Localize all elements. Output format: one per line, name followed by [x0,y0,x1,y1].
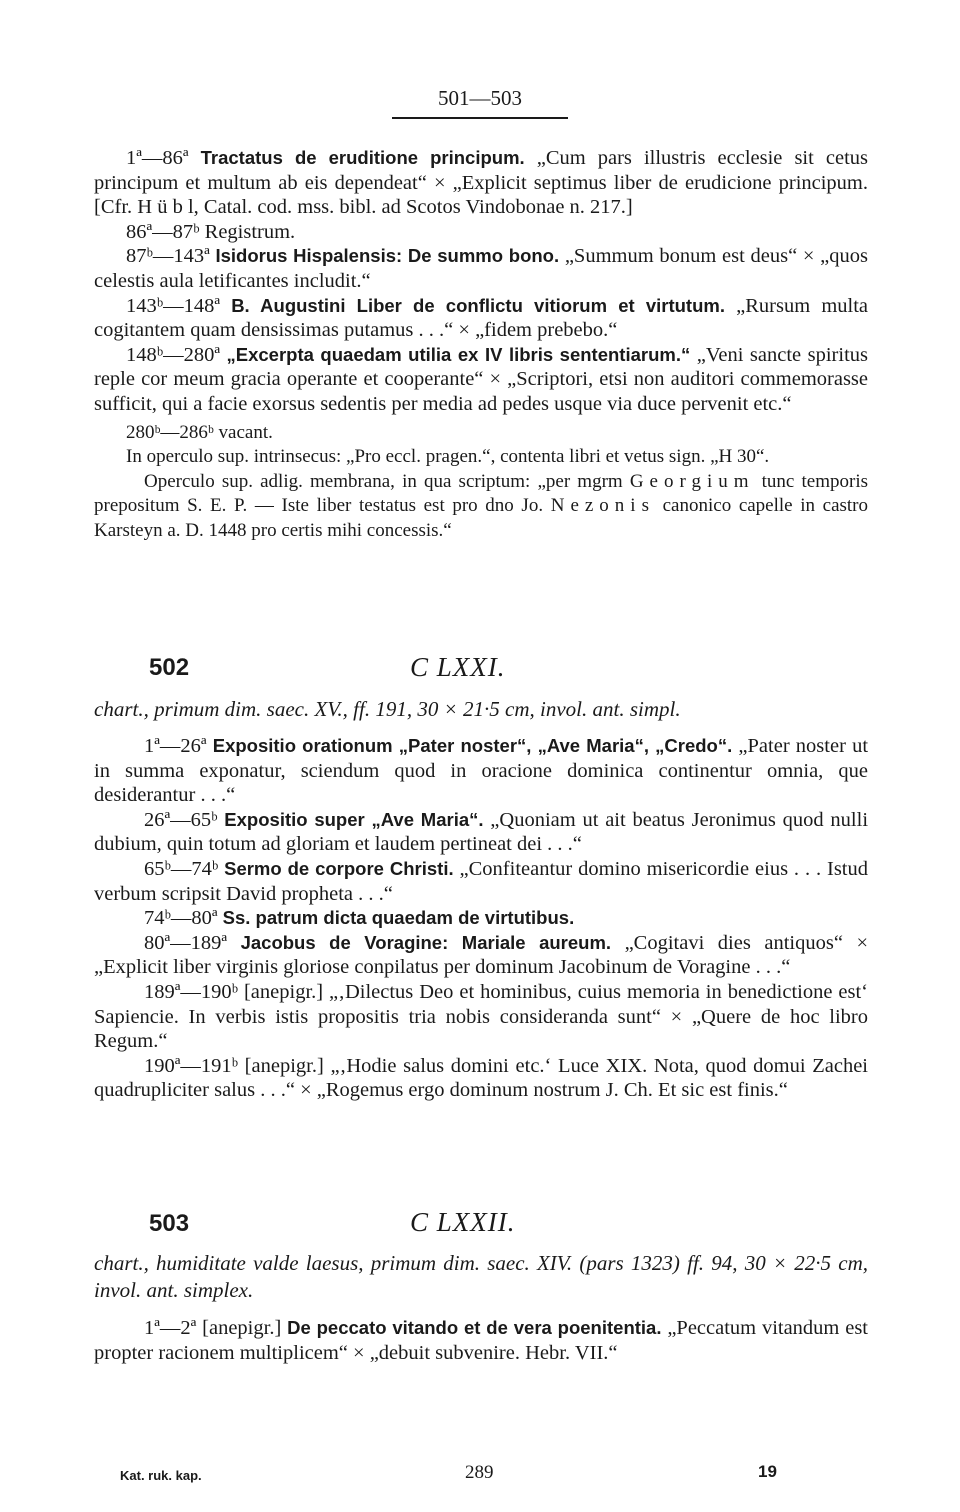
paragraph [94,734,868,808]
note-text: tunc temporis prepositum S. E. P. — Iste liber testatus est pro dno Jo. [94,470,868,517]
folio-range: 190ª—191ᵇ [144,1054,239,1077]
folio-range: 1ª—86ª [126,147,189,169]
incipit-text: „Rursum multa cogitantem quam densissimas putamus . . .“ × „fidem prebebo.“ [94,294,869,342]
folio-range: 1ª—2ª [144,1317,197,1339]
folio-range: 74ᵇ—80ª [144,907,218,930]
incipit-text: „Peccatum vitandum est propter racionem multiplicem“ × „debuit subvenire. Hebr. VII.“ [94,1317,868,1364]
paragraph [94,857,868,906]
page-number: 289 [465,1462,494,1483]
paragraph [94,294,868,343]
folio-range: 148ᵇ—280ª [126,343,221,366]
person-name: Georgium [629,470,755,492]
paragraph [94,1054,868,1103]
work-title: Jacobus de Voragine: Mariale aureum. [240,931,612,953]
paragraph [94,980,868,1054]
incipit-text: „Pater noster ut in summa exponatur, sciendum quod in oracione dominica continentur omnia, que desiderantur . . .“ [94,735,869,807]
note-text: canonico capelle in castro Karsteyn a. D. 1448 pro certis mihi concessis.“ [94,495,869,541]
footer-series: Kat. ruk. kap. [120,1468,202,1483]
running-head: 501—503 [392,86,568,119]
folio-range: 1ª—26ª [144,735,207,757]
manuscript-number: 502 [149,654,190,681]
work-title: Ss. patrum dicta quaedam de virtutibus. [222,907,575,929]
work-title: De peccato vitando et de vera poenitentia. [287,1317,662,1338]
work-title: Sermo de corpore Christi. [224,857,454,879]
physical-description: chart., primum dim. saec. XV., ff. 191, 30 × 21·5 cm, invol. ant. simpl. [94,697,681,721]
paragraph [94,1316,868,1365]
work-title: Isidorus Hispalensis: De summo bono. [215,245,560,267]
item-text: Registrum. [199,220,296,243]
paragraph [94,808,868,857]
entry-503 [94,1316,868,1365]
paragraph [94,931,868,980]
physical-description: chart., humiditate valde laesus, primum dim. saec. XIV. (pars 1323) ff. 94, 30 × 22·5 cm, invol. ant. simplex. [94,1251,868,1302]
paragraph [94,146,868,220]
note [94,470,868,544]
work-title: Tractatus de eruditione principum. [200,147,525,168]
work-title: Expositio orationum „Pater noster“, „Ave Maria“, „Credo“. [212,735,733,756]
incipit-text: [anepigr.] „‚Hodie salus domini etc.‘ Luce XIX. Nota, quod domui Zachei quadrupliciter salus . . .“ × „Rogemus ergo dominum nostrum J. Ch. Et sic est finis.“ [94,1054,868,1102]
folio-range: 86ª—87ᵇ [126,220,200,243]
note-text: [anepigr.] [196,1317,288,1339]
incipit-text: „Veni sancte spiritus reple cor meum gracia operante et cooperante“ × „Scriptori, etsi non auditori commemorasse sufficit, qui a facie exorsus sedentis per media ad pedes usque via duce pervenit etc.“ [94,343,868,415]
person-name: Nezonis [550,495,655,517]
paragraph [94,906,868,931]
work-title: B. Augustini Liber de conflictu vitiorum et virtutum. [231,294,725,316]
work-title: Expositio super „Ave Maria“. [224,808,484,830]
folio-range: 80ª—189ª [144,931,228,954]
incipit-text: „Summum bonum est deus“ × „quos celestis aula letificantes includit.“ [94,245,868,292]
note: In operculo sup. intrinsecus: „Pro eccl. pragen.“, contenta libri et vetus sign. „H 30“. [126,446,770,468]
entry-502 [94,734,868,1103]
folio-range: 87ᵇ—143ª [126,245,210,268]
note: 280ᵇ—286ᵇ vacant. [126,421,273,443]
note-text: Operculo sup. adlig. membrana, in qua scriptum: „per mgrm [144,470,630,492]
folio-range: 189ª—190ᵇ [144,980,239,1003]
incipit-text: [anepigr.] „‚Dilectus Deo et hominibus, cuius memoria in benedictione est‘ Sapiencie. In verbis istis propositis tria nobis consideranda sunt“ × „Quere de hoc libro Regum.“ [94,980,868,1053]
work-title: „Excerpta quaedam utilia ex IV libris sententiarum.“ [226,343,691,365]
signature-mark: 19 [758,1462,777,1481]
manuscript-signature: C LXXII. [410,1207,516,1237]
paragraph [94,343,868,417]
incipit-text: „Cogitavi dies antiquos“ × „Explicit liber virginis gloriose conpilatus per dominum Jacobinum de Voragine . . .“ [94,931,869,979]
entry-501 [94,146,868,544]
incipit-text: „Quoniam ut ait beatus Jeronimus quod nulli dubium, quin totum ad gloriam et laudem pertineat dei . . .“ [94,808,869,856]
folio-range: 65ᵇ—74ᵇ [144,857,219,880]
folio-range: 26ª—65ᵇ [144,808,218,831]
manuscript-signature: C LXXI. [410,652,506,682]
paragraph [94,244,868,293]
manuscript-number: 503 [149,1210,190,1237]
folio-range: 143ᵇ—148ª [126,294,221,317]
incipit-text: „Confiteantur domino misericordie eius . . . Istud verbum scripsit David propheta . . .“ [94,857,868,905]
paragraph [94,220,868,245]
incipit-text: „Cum pars illustris ecclesie sit cetus principum et multum ab eis dependeat“ × „Explicit septimus liber de erudicione principum. [Cfr. H ü b l, Catal. cod. mss. bibl. ad Scotos Vindobonae n. 217.] [94,147,869,219]
